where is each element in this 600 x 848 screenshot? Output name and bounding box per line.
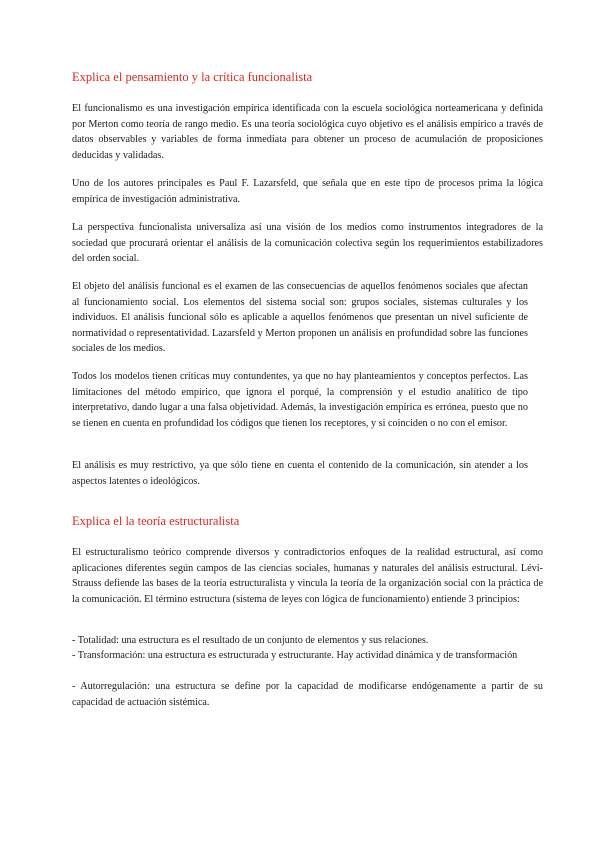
bullet-autorregulacion: - Autorregulación: una estructura se define por la capacidad de modificarse endógenamente a partir de su capacidad de actuación sistémica. xyxy=(72,681,543,708)
paragraph-objeto-analisis: El objeto del análisis funcional es el examen de las consecuencias de aquellos fenómenos sociales que afectan al funcionamiento social. Los elementos del sistema social son: grupos sociales, sistemas culturales y los individuos. El análisis funcional sólo es aplicable a aquellos fenómenos que presentan un nivel suficiente de normatividad o representatividad. Lazarsfeld y Merton proponen un análisis en profundidad sobre las funciones sociales de los medios. xyxy=(72,281,528,355)
section-heading-estructuralista: Explica el la teoría estructuralista xyxy=(72,514,240,528)
paragraph-perspectiva: La perspectiva funcionalista universaliza así una visión de los medios como instrumentos integradores de la sociedad que procurará orientar el análisis de la comunicación colectiva según los requerimientos estabilizadores del orden social. xyxy=(72,222,543,265)
paragraph-lazarsfeld: Uno de los autores principales es Paul F. Lazarsfeld, que señala que en este tipo de procesos prima la lógica empírica de investigación administrativa. xyxy=(72,178,543,205)
section-heading-funcionalista: Explica el pensamiento y la crítica funcionalista xyxy=(72,70,313,84)
paragraph-estructuralismo: El estructuralismo teórico comprende diversos y contradictorios enfoques de la realidad estructural, así como aplicaciones diferentes según campos de las ciencias sociales, humanas y naturales del análisis estructural. Lévi-Strauss defiende las bases de la teoría estructuralista y vincula la teoría de la organización social con la práctica de la comunicación. El término estructura (sistema de leyes con lógica de funcionamiento) entiende 3 principios: xyxy=(72,547,543,605)
paragraph-restrictivo: El análisis es muy restrictivo, ya que sólo tiene en cuenta el contenido de la comunicación, sin atender a los aspectos latentes o ideológicos. xyxy=(72,460,528,487)
paragraph-criticas: Todos los modelos tienen críticas muy contundentes, ya que no hay planteamientos y conceptos perfectos. Las limitaciones del método empírico, que ignora el porqué, la comprensión y el estudio analítico de tipo interpretativo, dando lugar a una falsa objetividad. Además, la investigación empírica es errónea, puesto que no se tienen en cuenta en profundidad los códigos que tienen los receptores, y si coinciden o no con el emisor. xyxy=(72,371,528,429)
bullet-transformacion: - Transformación: una estructura es estructurada y estructurante. Hay actividad dinámica y de transformación xyxy=(72,650,518,661)
paragraph-funcionalismo-intro: El funcionalismo es una investigación empírica identificada con la escuela sociológica norteamericana y definida por Merton como teoría de rango medio. Es una teoría sociológica cuyo objetivo es el análisis empírico a través de datos observables y variables de forma inmediata para obtener un proceso de acumulación de proposiciones deducidas y validadas. xyxy=(72,103,543,161)
bullet-totalidad: - Totalidad: una estructura es el resultado de un conjunto de elementos y sus relaciones. xyxy=(72,635,429,646)
